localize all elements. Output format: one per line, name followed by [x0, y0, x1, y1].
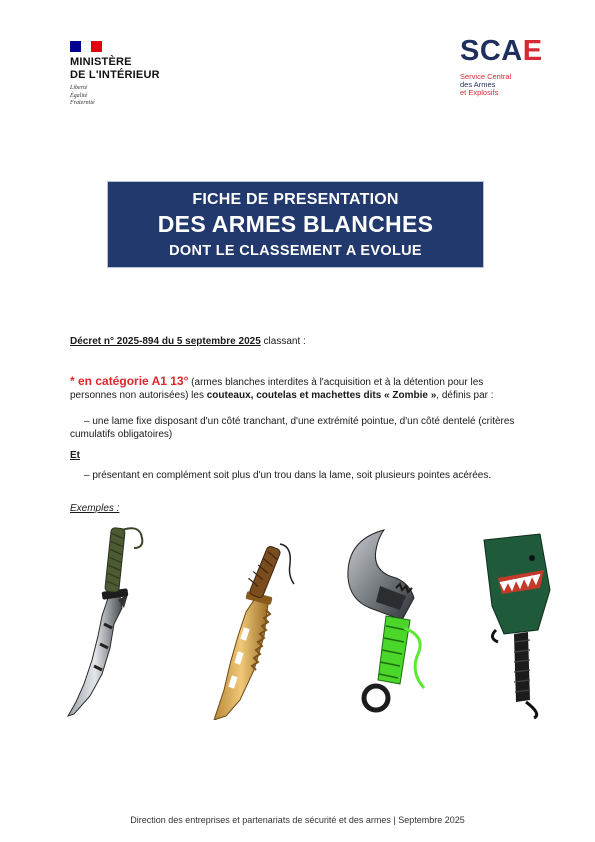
zombie-machete-gold-icon: [196, 540, 308, 720]
category-text-1: (armes blanches interdites à l'acquisition et à la détention pour les personnes non autorisées) les: [70, 377, 484, 401]
criterion-1: – une lame fixe disposant d'un côté tranchant, d'une extrémité pointue, d'un côté dentelé (critères cumulatifs obligatoires): [70, 416, 515, 440]
et-label: Et: [70, 450, 80, 461]
scae-subtitle-line1: Service Central: [460, 72, 512, 81]
decret-reference: Décret n° 2025-894 du 5 septembre 2025: [70, 336, 261, 347]
decret-paragraph: [70, 335, 306, 348]
scae-logo: SCAE: [460, 35, 543, 67]
title-box: [107, 181, 484, 268]
scae-subtitle-line3: et Explosifs: [460, 88, 499, 97]
title-line2: DES ARMES BLANCHES: [157, 211, 434, 237]
category-text-2: , définis par :: [436, 390, 494, 401]
ministry-name-line2: DE L'INTÉRIEUR: [70, 68, 160, 81]
ministry-name: [70, 56, 160, 81]
zombie-cleaver-shark-icon: [470, 530, 562, 720]
title-line1: FICHE DE PRESENTATION: [192, 191, 399, 208]
zombie-machete-black-icon: [62, 524, 162, 720]
footer-text: Direction des entreprises et partenariats de sécurité et des armes | Septembre 2025: [130, 815, 465, 825]
criterion-2: – présentant en complément soit plus d'un trou dans la lame, soit plusieurs pointes acérées.: [84, 470, 492, 481]
category-paragraph: [70, 375, 530, 402]
title-line3: DONT LE CLASSEMENT A EVOLUE: [169, 243, 422, 259]
republic-flag-icon: [70, 41, 102, 52]
motto-egalite: Égalité: [70, 92, 88, 99]
category-label: * en catégorie A1 13°: [70, 374, 189, 388]
category-bold: couteaux, coutelas et machettes dits « Zombie »: [206, 390, 437, 401]
republic-motto: [70, 85, 95, 108]
motto-liberte: Liberté: [70, 85, 88, 91]
ministry-name-line1: MINISTÈRE: [70, 56, 132, 68]
decret-suffix: classant :: [260, 336, 306, 347]
motto-fraternite: Fraternité: [70, 100, 95, 106]
scae-subtitle: [460, 73, 511, 97]
exemples-label: Exemples :: [70, 503, 120, 514]
zombie-karambit-green-icon: [340, 528, 440, 718]
scae-subtitle-line2: des Armes: [460, 80, 496, 89]
